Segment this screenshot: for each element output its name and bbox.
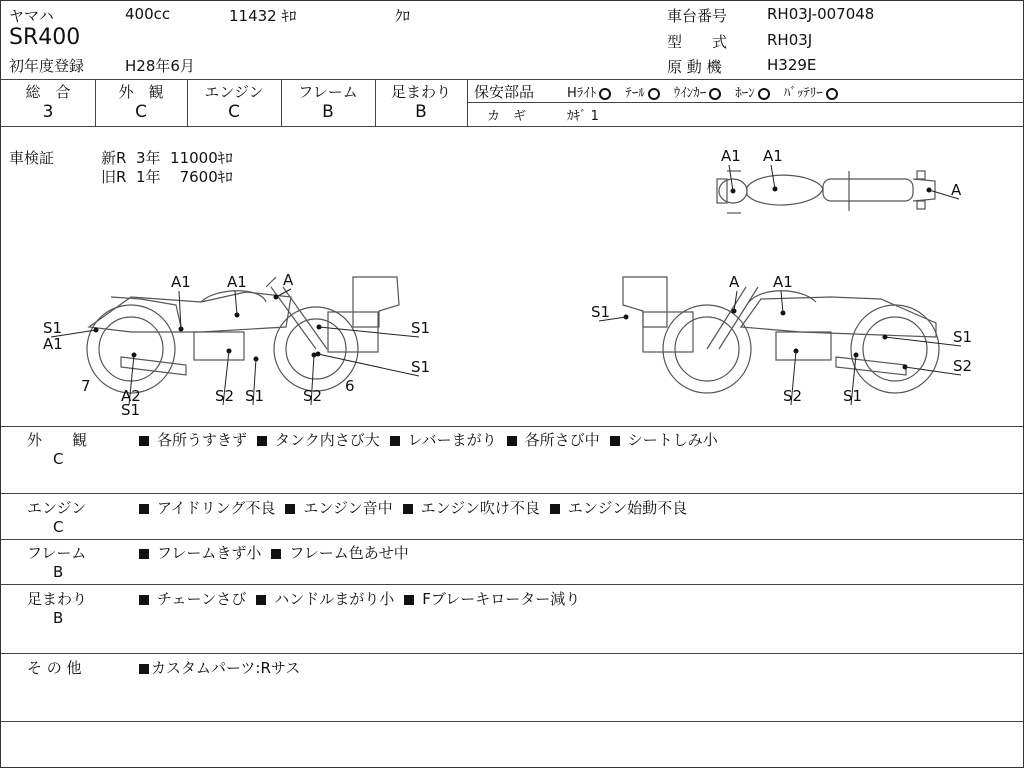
safety-item: Hﾗｲﾄ — [567, 86, 611, 101]
ok-circle-icon — [709, 88, 721, 100]
section-items — [139, 429, 728, 450]
safety-item: ﾊﾞｯﾃﾘｰ — [784, 86, 838, 101]
leader-line — [729, 165, 733, 191]
leader-line — [885, 337, 961, 346]
note-item: アイドリング不良 — [157, 499, 276, 517]
note-item: シートしみ小 — [627, 431, 718, 449]
safety-label: 保安部品 — [474, 83, 535, 101]
damage-mark-label: S1 — [953, 328, 973, 346]
leader-line — [771, 165, 775, 189]
inspection-label: 車検証 — [9, 149, 55, 167]
bullet-square-icon — [139, 436, 149, 446]
bullet-square-icon — [139, 595, 149, 605]
section-grade: B — [53, 609, 64, 627]
damage-mark-label: S2 — [953, 357, 973, 375]
safety-item: ﾎｰﾝ — [735, 86, 770, 101]
note-item: カスタムパーツ:Rサス — [151, 659, 301, 677]
grade-value: B — [322, 102, 334, 122]
section-grade: C — [53, 518, 64, 536]
bullet-square-icon — [256, 595, 266, 605]
bullet-square-icon — [404, 595, 414, 605]
top-view-bike — [717, 171, 935, 213]
bullet-square-icon — [285, 504, 295, 514]
note-item: フレーム色あせ中 — [289, 544, 409, 562]
damage-mark-label: A — [951, 181, 962, 199]
other-label: そ の 他 — [27, 659, 82, 677]
note-item: ハンドルまがり小 — [274, 590, 395, 608]
damage-mark-label: A1 — [43, 335, 63, 353]
inspection-new: 新R 3年 11000ｷﾛ — [101, 149, 233, 167]
damage-mark-label: S2 — [303, 387, 323, 405]
damage-mark-label: A2 — [121, 387, 141, 405]
grade-label: 足まわり — [390, 83, 451, 101]
bullet-square-icon — [403, 504, 413, 514]
bullet-square-icon — [550, 504, 560, 514]
note-item: Fブレーキローター減り — [422, 590, 581, 608]
leader-line — [318, 354, 419, 376]
type-label: 型 式 — [667, 33, 728, 51]
damage-mark-label: A — [729, 273, 740, 291]
section-grade: C — [53, 450, 64, 468]
damage-mark-label: A1 — [773, 273, 793, 291]
damage-mark-label: A1 — [763, 147, 783, 165]
damage-diagram — [1, 127, 1023, 427]
maker: ヤマハ — [9, 7, 54, 25]
section-label: フレーム — [27, 544, 87, 562]
damage-mark-label: A — [283, 271, 294, 289]
grade-label: フレーム — [298, 83, 358, 101]
section-grade: B — [53, 563, 64, 581]
frame-number: RH03J-007048 — [767, 5, 875, 23]
type-value: RH03J — [767, 31, 813, 49]
first-registration-label: 初年度登録 — [9, 57, 85, 75]
damage-mark-label: S1 — [591, 303, 611, 321]
grade-label: 外 観 — [118, 83, 164, 101]
note-item: レバーまがり — [407, 431, 497, 449]
ok-circle-icon — [599, 88, 611, 100]
safety-items — [567, 82, 852, 101]
section-label: 外 観 — [27, 431, 88, 449]
displacement: 400cc — [125, 5, 171, 23]
grade-value: C — [135, 102, 147, 122]
safety-item: ｳｲﾝｶｰ — [674, 86, 722, 101]
note-item: エンジン吹け不良 — [420, 499, 540, 517]
left-side-bike — [87, 277, 399, 393]
note-item: 各所さび中 — [524, 431, 600, 449]
bullet-square-icon — [271, 549, 281, 559]
damage-mark-label: A1 — [721, 147, 741, 165]
damage-mark-label: S1 — [843, 387, 863, 405]
ok-circle-icon — [826, 88, 838, 100]
damage-mark-label: A1 — [171, 273, 191, 291]
damage-mark-label: S1 — [121, 401, 141, 419]
safety-item: ﾃｰﾙ — [625, 86, 660, 101]
damage-mark-label: S2 — [215, 387, 235, 405]
note-item: エンジン始動不良 — [567, 499, 688, 517]
damage-mark-label: 6 — [345, 377, 355, 395]
note-item: エンジン音中 — [303, 499, 393, 517]
inspection-old: 旧R 1年 7600ｷﾛ — [101, 168, 233, 186]
engine-value: H329E — [767, 56, 817, 74]
section-items — [139, 588, 590, 609]
bullet-square-icon — [139, 504, 149, 514]
bullet-square-icon — [257, 436, 267, 446]
ok-circle-icon — [648, 88, 660, 100]
mileage: 11432 ｷﾛ — [229, 7, 297, 25]
bullet-square-icon — [390, 436, 400, 446]
damage-mark-label: S1 — [245, 387, 265, 405]
note-item: チェーンさび — [157, 590, 247, 608]
bullet-square-icon — [610, 436, 620, 446]
bullet-square-icon — [139, 664, 149, 674]
grade-label: 総 合 — [25, 83, 71, 101]
grade-value: 3 — [42, 102, 54, 122]
note-item: 各所うすきず — [157, 431, 248, 449]
bullet-square-icon — [139, 549, 149, 559]
damage-mark-label: S1 — [43, 319, 63, 337]
damage-mark-label: S1 — [411, 319, 431, 337]
section-label: エンジン — [27, 499, 87, 517]
damage-mark-label: S2 — [783, 387, 803, 405]
key-value: ｶｷﾞ 1 — [567, 109, 599, 124]
leader-line — [781, 291, 783, 313]
first-registration-value: H28年6月 — [125, 57, 195, 75]
note-item: タンク内さび大 — [275, 431, 380, 449]
leader-line — [319, 327, 419, 337]
grade-value: C — [228, 102, 240, 122]
key-label: カ ギ — [487, 109, 527, 124]
grade-value: B — [415, 102, 427, 122]
other-items — [139, 657, 300, 678]
section-items — [139, 497, 697, 518]
damage-mark-label: S1 — [411, 358, 431, 376]
color: ｸﾛ — [395, 7, 411, 25]
frame-number-label: 車台番号 — [667, 7, 728, 25]
damage-mark-label: A1 — [227, 273, 247, 291]
ok-circle-icon — [758, 88, 770, 100]
model-name: SR400 — [9, 25, 81, 50]
grade-label: エンジン — [204, 83, 264, 101]
damage-mark-label: 7 — [81, 377, 91, 395]
note-item: フレームきず小 — [157, 544, 262, 562]
section-label: 足まわり — [27, 590, 88, 608]
section-items — [139, 542, 419, 563]
engine-label: 原 動 機 — [667, 58, 722, 76]
bullet-square-icon — [507, 436, 517, 446]
